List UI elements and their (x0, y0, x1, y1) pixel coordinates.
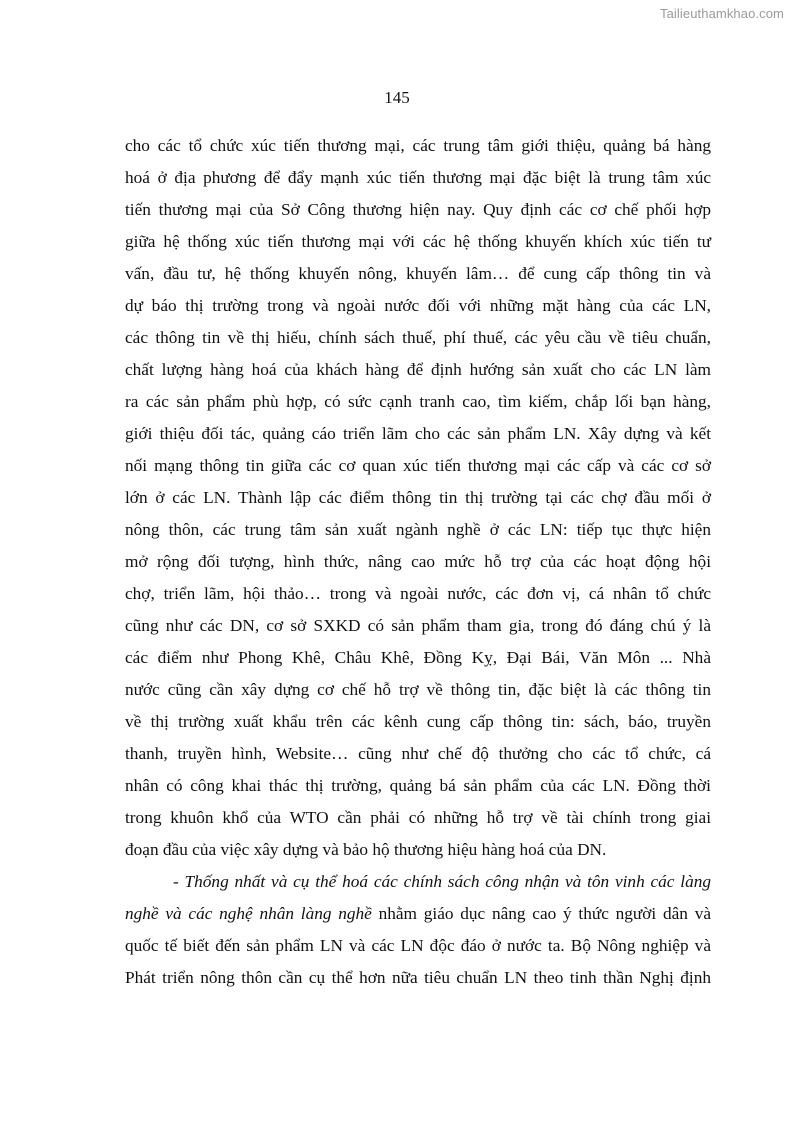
text-line: nông thôn, các trung tâm sản xuất ngành nghề ở các LN: tiếp tục thực hiện (125, 520, 711, 539)
text-line-mixed (125, 898, 711, 930)
text-line: các thông tin về thị hiếu, chính sách thuế, phí thuế, các yêu cầu về tiêu chuẩn, (125, 328, 711, 347)
italic-phrase: nghề và các nghệ nhân làng nghề (125, 904, 372, 923)
text-line: về thị trường xuất khẩu trên các kênh cung cấp thông tin: sách, báo, truyền (125, 712, 711, 731)
text-line: nối mạng thông tin giữa các cơ quan xúc tiến thương mại các cấp và các cơ sở (125, 456, 711, 475)
text-line: tiến thương mại của Sở Công thương hiện nay. Quy định các cơ chế phối hợp (125, 200, 711, 219)
text-line: nước cũng cần xây dựng cơ chế hỗ trợ về thông tin, đặc biệt là các thông tin (125, 680, 711, 699)
text-line: trong khuôn khổ của WTO cần phải có những hỗ trợ về tài chính trong giai (125, 808, 711, 827)
text-line: dự báo thị trường trong và ngoài nước đối với những mặt hàng của các LN, (125, 296, 711, 315)
text-line: cho các tổ chức xúc tiến thương mại, các trung tâm giới thiệu, quảng bá hàng (125, 136, 711, 155)
text-line: các điểm như Phong Khê, Châu Khê, Đồng Kỵ, Đại Bái, Văn Môn ... Nhà (125, 648, 711, 667)
text-line: cũng như các DN, cơ sở SXKD có sản phẩm tham gia, trong đó đáng chú ý là (125, 616, 711, 635)
text-line: đoạn đầu của việc xây dựng và bảo hộ thương hiệu hàng hoá của DN. (125, 840, 607, 859)
text-line: giữa hệ thống xúc tiến thương mại với các hệ thống khuyến khích xúc tiến tư (125, 232, 711, 251)
text-line: giới thiệu đối tác, quảng cáo triển lãm cho các sản phẩm LN. Xây dựng và kết (125, 424, 711, 443)
text-line: lớn ở các LN. Thành lập các điểm thông tin thị trường tại các chợ đầu mối ở (125, 488, 711, 507)
regular-phrase: nhằm giáo dục nâng cao ý thức người dân và (371, 904, 711, 923)
text-line: chợ, triển lãm, hội thảo… trong và ngoài nước, các đơn vị, cá nhân tổ chức (125, 584, 711, 603)
text-line: mở rộng đối tượng, hình thức, nâng cao mức hỗ trợ của các hoạt động hội (125, 552, 711, 571)
watermark-text: Tailieuthamkhao.com (659, 6, 784, 21)
text-line: thanh, truyền hình, Website… cũng như chế độ thưởng cho các tổ chức, cá (125, 744, 711, 763)
text-line: Phát triển nông thôn cần cụ thể hơn nữa tiêu chuẩn LN theo tinh thần Nghị định (125, 968, 711, 987)
text-line: quốc tế biết đến sản phẩm LN và các LN độc đáo ở nước ta. Bộ Nông nghiệp và (125, 936, 711, 955)
text-line-italic-heading: - Thống nhất và cụ thể hoá các chính sách công nhận và tôn vinh các làng (173, 872, 711, 891)
page-number: 145 (384, 88, 410, 107)
text-line: chất lượng hàng hoá của khách hàng để định hướng sản xuất cho các LN làm (125, 360, 711, 379)
text-line: ra các sản phẩm phù hợp, có sức cạnh tranh cao, tìm kiếm, chắp lối bạn hàng, (125, 392, 711, 411)
document-body (125, 130, 711, 994)
text-line: hoá ở địa phương để đẩy mạnh xúc tiến thương mại đặc biệt là trung tâm xúc (125, 168, 711, 187)
text-line: vấn, đầu tư, hệ thống khuyến nông, khuyến lâm… để cung cấp thông tin và (125, 264, 711, 283)
text-line: nhân có công khai thác thị trường, quảng bá sản phẩm của các LN. Đồng thời (125, 776, 711, 795)
